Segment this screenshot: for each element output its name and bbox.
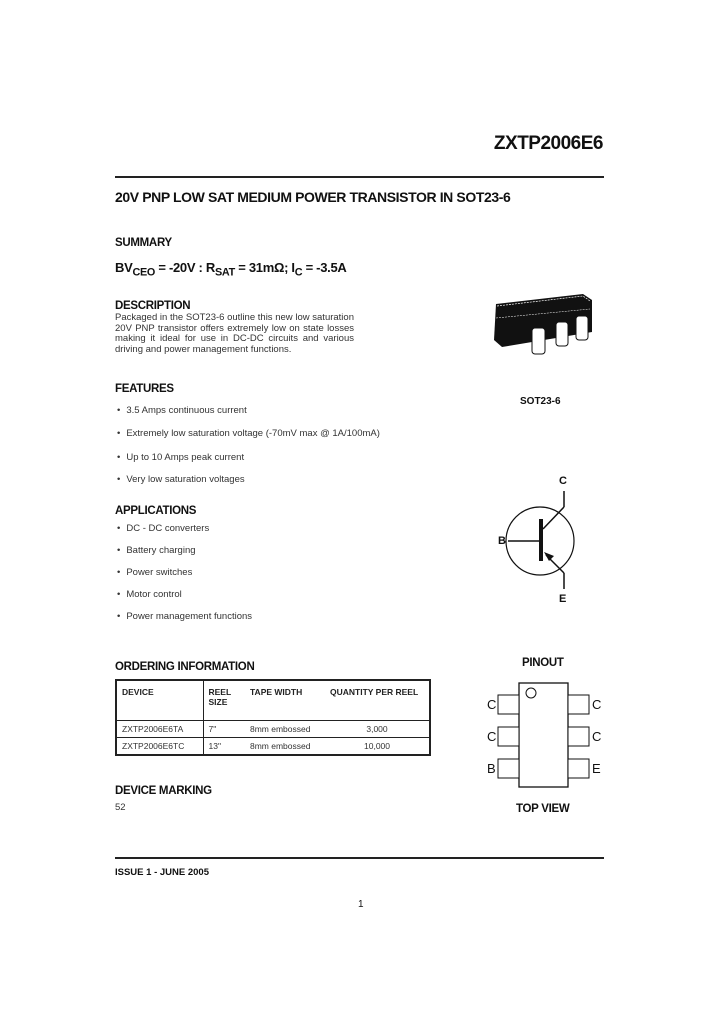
cell-reel: 7" — [203, 720, 245, 737]
footer-divider — [115, 857, 604, 859]
application-item: • Battery charging — [117, 545, 196, 556]
marking-heading: DEVICE MARKING — [115, 785, 212, 797]
sot23-6-package-image — [488, 292, 603, 362]
cell-device: ZXTP2006E6TC — [116, 737, 203, 755]
cell-tape: 8mm embossed — [245, 720, 325, 737]
cell-qty: 3,000 — [325, 720, 430, 737]
pin-label-left: C — [487, 697, 497, 712]
ordering-heading: ORDERING INFORMATION — [115, 661, 255, 673]
pin-label-left: B — [487, 761, 496, 776]
summary-heading: SUMMARY — [115, 237, 172, 249]
document-title: 20V PNP LOW SAT MEDIUM POWER TRANSISTOR IN SOT23-6 — [115, 189, 511, 205]
i-sub: C — [294, 266, 303, 279]
base-label: B — [498, 535, 506, 547]
header-tape-width: TAPE WIDTH — [250, 687, 303, 697]
page-number: 1 — [358, 899, 364, 910]
bv-label: BV — [115, 260, 133, 275]
pin-label-right: C — [592, 729, 602, 744]
pin-label-right: E — [592, 761, 601, 776]
table-row — [116, 737, 430, 755]
header-quantity: QUANTITY PER REEL — [330, 687, 419, 697]
pinout-heading: PINOUT — [522, 657, 564, 669]
feature-item: • 3.5 Amps continuous current — [117, 405, 247, 416]
feature-item: • Extremely low saturation voltage (-70mV max @ 1A/100mA) — [117, 428, 380, 439]
feature-item: • Very low saturation voltages — [117, 474, 245, 485]
cell-device: ZXTP2006E6TA — [116, 720, 203, 737]
pnp-transistor-symbol — [500, 485, 580, 595]
divider — [115, 176, 604, 178]
pinout-caption: TOP VIEW — [516, 803, 570, 815]
cell-reel: 13" — [203, 737, 245, 755]
emitter-label: E — [559, 593, 567, 605]
cell-qty: 10,000 — [325, 737, 430, 755]
bv-value: = -20V : R — [155, 260, 215, 275]
features-heading: FEATURES — [115, 383, 174, 395]
r-value: = 31mΩ; I — [234, 260, 295, 275]
collector-label: C — [559, 475, 567, 487]
application-item: • Power management functions — [117, 611, 252, 622]
cell-tape: 8mm embossed — [245, 737, 325, 755]
pin-label-left: C — [487, 729, 497, 744]
marking-value: 52 — [115, 802, 126, 813]
application-item: • Power switches — [117, 567, 192, 578]
application-item: • Motor control — [117, 589, 182, 600]
pin-label-right: C — [592, 697, 602, 712]
application-item: • DC - DC converters — [117, 523, 209, 534]
ordering-table — [115, 679, 431, 756]
description-text: Packaged in the SOT23-6 outline this new low saturation 20V PNP transistor offers extremely low on state losses making it ideal for use in DC-DC circuits and various driving and power management functions. — [115, 312, 354, 355]
header-reel-size: REEL SIZE — [208, 687, 232, 707]
feature-item: • Up to 10 Amps peak current — [117, 452, 244, 463]
applications-heading: APPLICATIONS — [115, 505, 197, 517]
pinout-diagram — [496, 682, 592, 790]
i-value: = -3.5A — [302, 260, 347, 275]
summary-ratings — [115, 260, 346, 279]
table-header-row — [116, 680, 430, 720]
description-heading: DESCRIPTION — [115, 300, 191, 312]
part-number: ZXTP2006E6 — [493, 133, 603, 154]
issue-date: ISSUE 1 - JUNE 2005 — [115, 867, 209, 878]
bv-sub: CEO — [132, 266, 156, 279]
r-sub: SAT — [214, 266, 235, 279]
header-device: DEVICE — [116, 680, 203, 720]
package-label: SOT23-6 — [520, 396, 561, 407]
table-row — [116, 720, 430, 737]
